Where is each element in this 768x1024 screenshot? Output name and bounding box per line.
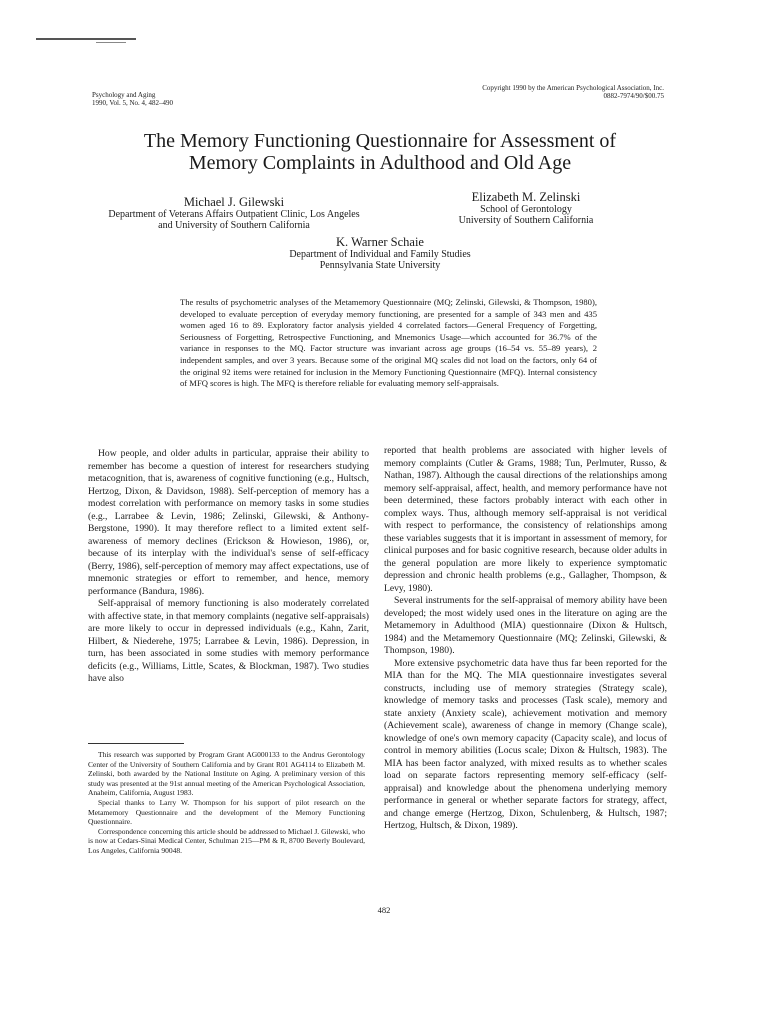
body-paragraph: Several instruments for the self-appraisal of memory ability have been developed; the most widely used ones in the literature on aging are the Metamemory in Adulthood (MIA) questionnaire (Dixon & Hultsch, 1984) and the Metamemory Questionnaire (MQ; Zelinski, Gilewski, & Thompson, 1980). <box>384 595 667 656</box>
article-title <box>100 130 660 174</box>
journal-volume: 1990, Vol. 5, No. 4, 482–490 <box>92 99 174 107</box>
footnote-acknowledgment: Special thanks to Larry W. Thompson for his support of pilot research on the Metamemory Questionnaire and the development of the Memory Functioning Questionnaire. <box>88 797 365 827</box>
body-paragraph: reported that health problems are associated with higher levels of memory complaints (Cutler & Grams, 1988; Tun, Perlmuter, Russo, & Nathan, 1987). Although the causal directions of the relationships among memory self-appraisal, affect, health, and memory performance have not been determined, these factors probably interact with each other in complex ways. Thus, although memory self-appraisal is not veridical with respect to performance, the consistency of relationships among these variables suggests that it is important in assessment of memory, for clinical purposes and for basic cognitive research, because older adults in the general population are more likely to experience symptomatic depression and chronic health problems (e.g., Gallagher, Thompson, & Levy, 1980). <box>384 445 667 594</box>
journal-name: Psychology and Aging <box>92 91 156 99</box>
author-block-schaie <box>260 236 500 271</box>
author-affiliation: University of Southern California <box>458 215 594 226</box>
body-column-right <box>384 445 667 833</box>
copyright-code: 0882-7974/90/$00.75 <box>603 92 664 100</box>
author-affiliation: Department of Individual and Family Studies <box>289 249 471 260</box>
abstract: The results of psychometric analyses of the Metamemory Questionnaire (MQ; Zelinski, Gilewski, & Thompson, 1980), developed to evaluate perception of everyday memory functioning, are presented for a sample of 343 men and 435 women aged 16 to 89. Exploratory factor analysis yielded 4 correlated factors—General Frequency of Forgetting, Seriousness of Forgetting, Retrospective Functioning, and Mnemonics Usage—which accounted for 36.7% of the variance in responses to the MQ. Factor structure was invariant across age groups (16–54 vs. 55–89 years), 2 independent samples, and over 3 years. Because some of the original MQ scales did not load on the factors, only 64 of the original 92 items were retained for inclusion in the Memory Functioning Questionnaire (MFQ). Internal consistency of MFQ scores is high. The MFQ is therefore reliable for evaluating memory self-appraisals. <box>180 297 597 389</box>
journal-citation <box>92 91 173 107</box>
page-number: 482 <box>377 905 391 915</box>
author-block-zelinski <box>446 191 606 226</box>
author-block-gilewski <box>84 196 384 231</box>
footnote <box>88 750 365 856</box>
footnote-funding: This research was supported by Program Grant AG000133 to the Andrus Gerontology Center of the University of Southern California and by Grant R01 AG4114 to Elizabeth M. Zelinski, both awarded by the National Institute on Aging. A preliminary version of this study was presented at the 91st annual meeting of the American Psychological Association, Anaheim, California, August 1983. <box>88 750 365 798</box>
author-name: K. Warner Schaie <box>336 235 424 249</box>
body-column-left <box>88 448 369 686</box>
title-line-1: The Memory Functioning Questionnaire for Assessment of <box>143 130 617 152</box>
footnote-rule <box>88 743 184 744</box>
body-paragraph: More extensive psychometric data have thus far been reported for the MIA than for the MQ. The MIA questionnaire investigates several constructs, including use of memory strategies (Strategy scale), knowledge of memory tasks and processes (Task scale), memory and state anxiety (Anxiety scale), achievement motivation and memory (Achievement scale), awareness of change in memory (Change scale), knowledge of one's own memory capacity (Capacity scale), and locus of control in memory abilities (Locus scale; Dixon & Hultsch, 1983). The MIA has been factor analyzed, with mixed results as to whether scales load on separate factors representing memory self-efficacy (self-appraisal) and knowledge about the phenomena underlying memory performance in general or whether separate factors for strategy, affect, and change emerge (Hertzog, Dixon, Schulenberg, & Hultsch, 1987; Hertzog, Hultsch, & Dixon, 1989). <box>384 657 667 831</box>
body-paragraph: How people, and older adults in particular, appraise their ability to remember has become a question of interest for researchers studying metacognition, that is, awareness of cognitive functioning (e.g., Hultsch, Hertzog, Dixon, & Davidson, 1988). Self-perception of memory has a modest correlation with performance on memory tasks in some studies (e.g., Larrabee & Levin, 1986; Zelinski, Gilewski, & Anthony-Bergstone, 1990). It may therefore reflect to a limited extent self-awareness of memory declines (Erickson & Howieson, 1986), or, because of its interplay with the individual's sense of self-efficacy (Berry, 1986), self-perception of memory may affect expectations, use of mnemonic strategies or effort to remember, and hence, memory performance (Bandura, 1986). <box>88 448 369 597</box>
copyright-line: Copyright 1990 by the American Psychological Association, Inc. <box>482 84 664 92</box>
author-name: Elizabeth M. Zelinski <box>471 190 581 204</box>
author-affiliation: and University of Southern California <box>158 220 310 231</box>
body-paragraph: Self-appraisal of memory functioning is also moderately correlated with affective state, in that memory complaints (negative self-appraisals) are more likely to occur in depressed individuals (e.g., Kahn, Zarit, Hilbert, & Niederehe, 1975; Larrabee & Levin, 1986). Depression, in turn, has been associated in some studies with memory performance deficits (e.g., Williams, Little, Scates, & Blockman, 1987). Two studies have also <box>88 598 369 684</box>
author-affiliation: Department of Veterans Affairs Outpatient Clinic, Los Angeles <box>108 209 360 220</box>
author-affiliation: Pennsylvania State University <box>319 260 441 271</box>
author-affiliation: School of Gerontology <box>480 204 572 215</box>
scan-artifact-line <box>36 38 136 40</box>
copyright-notice <box>468 84 664 100</box>
scan-artifact-line <box>96 42 126 43</box>
author-name: Michael J. Gilewski <box>183 195 285 209</box>
title-line-2: Memory Complaints in Adulthood and Old Age <box>188 152 572 174</box>
footnote-correspondence: Correspondence concerning this article should be addressed to Michael J. Gilewski, who is now at Cedars-Sinai Medical Center, Schulman 215—PM & R, 8700 Beverly Boulevard, Los Angeles, California 90048. <box>88 826 365 855</box>
